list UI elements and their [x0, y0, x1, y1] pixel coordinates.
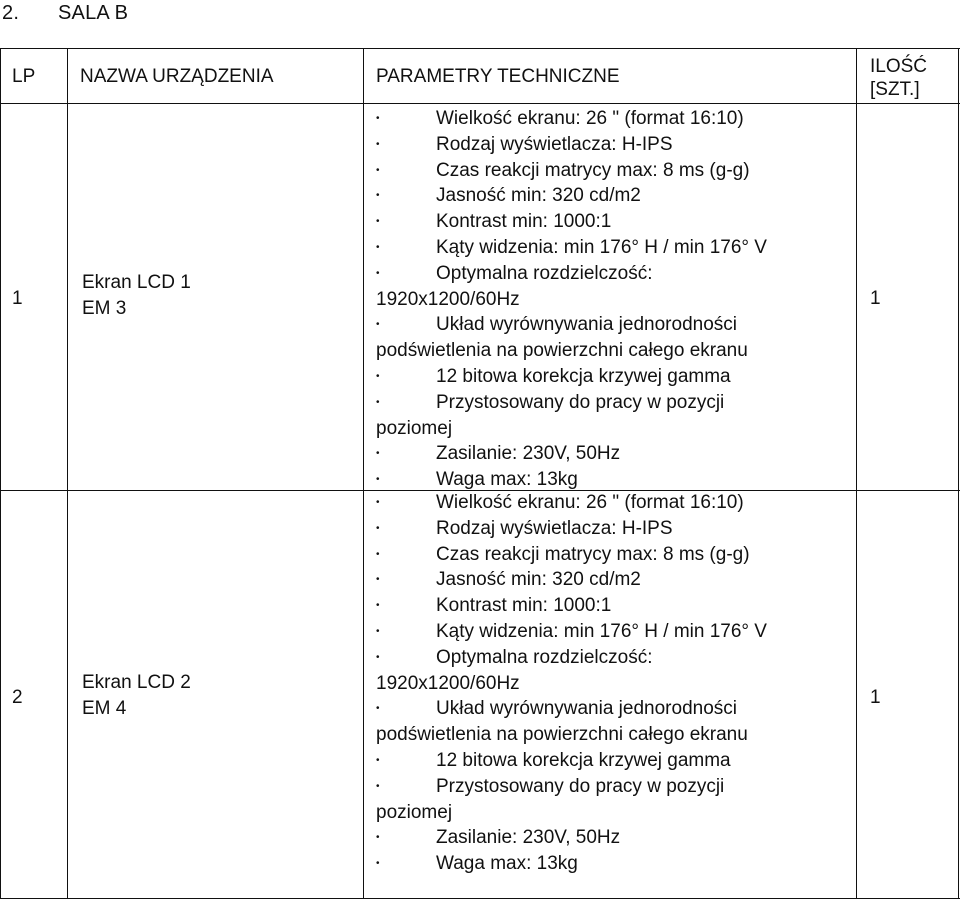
spec-item [376, 209, 854, 235]
row2-spec-list [376, 490, 854, 877]
table-header-divider [0, 103, 960, 104]
bullet-icon: • [376, 190, 380, 202]
bullet-icon: • [376, 113, 380, 124]
section-number: 2. [2, 2, 20, 24]
bullet-icon: • [376, 474, 380, 486]
table-col-divider-3 [856, 48, 857, 899]
bullet-icon: • [376, 548, 380, 560]
bullet-icon: • [376, 241, 380, 253]
row1-lp: 1 [12, 288, 23, 309]
bullet-icon: • [376, 497, 380, 508]
header-quantity: ILOŚĆ [870, 56, 928, 77]
bullet-icon: • [376, 625, 380, 637]
spec-item [376, 132, 854, 158]
spec-item [376, 542, 854, 568]
bullet-icon: • [376, 780, 380, 792]
spec-text: podświetlenia na powierzchni całego ekranu [376, 724, 748, 746]
spec-item [376, 593, 854, 619]
bullet-icon: • [376, 703, 380, 715]
spec-item [376, 851, 854, 877]
bullet-icon: • [376, 600, 380, 612]
spec-text: Kontrast min: 1000:1 [436, 211, 612, 233]
table-col-divider-2 [363, 48, 364, 899]
spec-text: Rodzaj wyświetlacza: H-IPS [436, 133, 673, 155]
row1-spec-list [376, 106, 854, 493]
spec-item [376, 235, 854, 261]
spec-text: Przystosowany do pracy w pozycji [436, 775, 725, 797]
spec-text: 1920x1200/60Hz [376, 672, 520, 694]
spec-text: Kąty widzenia: min 176° H / min 176° V [436, 620, 767, 642]
bullet-icon: • [376, 651, 380, 663]
table-border-left [0, 48, 1, 899]
spec-text: podświetlenia na powierzchni całego ekranu [376, 340, 748, 362]
spec-item [376, 287, 854, 313]
header-technical-params: PARAMETRY TECHNICZNE [376, 66, 620, 87]
spec-text: Optymalna rozdzielczość: [436, 262, 653, 284]
spec-item [376, 645, 854, 671]
spec-item [376, 416, 854, 442]
bullet-icon: • [376, 216, 380, 228]
table-border-top [0, 48, 960, 49]
spec-item [376, 748, 854, 774]
spec-text: Układ wyrównywania jednorodności [436, 698, 737, 720]
spec-item [376, 567, 854, 593]
spec-item [376, 183, 854, 209]
spec-text: poziomej [376, 417, 453, 439]
spec-item [376, 390, 854, 416]
row2-lp: 2 [12, 687, 23, 708]
bullet-icon: • [376, 164, 380, 176]
spec-item [376, 696, 854, 722]
section-title: SALA B [58, 2, 129, 24]
spec-item [376, 106, 854, 132]
spec-item [376, 312, 854, 338]
spec-item [376, 800, 854, 826]
spec-text: Zasilanie: 230V, 50Hz [436, 443, 621, 465]
table-col-divider-1 [67, 48, 68, 899]
row1-device-name: Ekran LCD 1 [82, 272, 191, 293]
bullet-icon: • [376, 754, 380, 766]
spec-text: 12 bitowa korekcja krzywej gamma [436, 365, 731, 387]
spec-text: 1920x1200/60Hz [376, 288, 520, 310]
bullet-icon: • [376, 319, 380, 331]
spec-text: Zasilanie: 230V, 50Hz [436, 827, 621, 849]
spec-text: Kontrast min: 1000:1 [436, 595, 612, 617]
spec-item [376, 774, 854, 800]
bullet-icon: • [376, 267, 380, 279]
spec-item [376, 619, 854, 645]
spec-text: Jasność min: 320 cd/m2 [436, 185, 641, 207]
spec-text: Waga max: 13kg [436, 469, 578, 491]
spec-text: poziomej [376, 801, 453, 823]
spec-item [376, 671, 854, 697]
spec-item [376, 722, 854, 748]
spec-item [376, 441, 854, 467]
row2-quantity: 1 [870, 687, 881, 708]
table-border-right [958, 48, 959, 899]
row2-device-name: Ekran LCD 2 [82, 672, 191, 693]
spec-item [376, 261, 854, 287]
row1-quantity: 1 [870, 288, 881, 309]
spec-text: 12 bitowa korekcja krzywej gamma [436, 749, 731, 771]
spec-text: Waga max: 13kg [436, 853, 578, 875]
spec-text: Wielkość ekranu: 26 " (format 16:10) [436, 492, 744, 513]
spec-item [376, 338, 854, 364]
spec-text: Wielkość ekranu: 26 " (format 16:10) [436, 108, 744, 129]
spec-text: Układ wyrównywania jednorodności [436, 314, 737, 336]
spec-text: Optymalna rozdzielczość: [436, 646, 653, 668]
row2-device-code: EM 4 [82, 698, 127, 719]
bullet-icon: • [376, 448, 380, 460]
bullet-icon: • [376, 396, 380, 408]
spec-text: Przystosowany do pracy w pozycji [436, 391, 725, 413]
spec-text: Rodzaj wyświetlacza: H-IPS [436, 517, 673, 539]
spec-item [376, 825, 854, 851]
bullet-icon: • [376, 138, 380, 150]
table-border-bottom [0, 898, 960, 899]
bullet-icon: • [376, 370, 380, 382]
bullet-icon: • [376, 832, 380, 844]
bullet-icon: • [376, 858, 380, 870]
bullet-icon: • [376, 574, 380, 586]
spec-item [376, 490, 854, 516]
spec-text: Czas reakcji matrycy max: 8 ms (g-g) [436, 543, 750, 565]
spec-item [376, 516, 854, 542]
spec-text: Czas reakcji matrycy max: 8 ms (g-g) [436, 159, 750, 181]
bullet-icon: • [376, 522, 380, 534]
row1-device-code: EM 3 [82, 298, 127, 319]
spec-item [376, 158, 854, 184]
spec-text: Jasność min: 320 cd/m2 [436, 569, 641, 591]
header-device-name: NAZWA URZĄDZENIA [80, 66, 274, 87]
spec-item [376, 364, 854, 390]
spec-text: Kąty widzenia: min 176° H / min 176° V [436, 236, 767, 258]
header-quantity-unit: [SZT.] [870, 79, 920, 100]
header-lp: LP [12, 66, 36, 87]
